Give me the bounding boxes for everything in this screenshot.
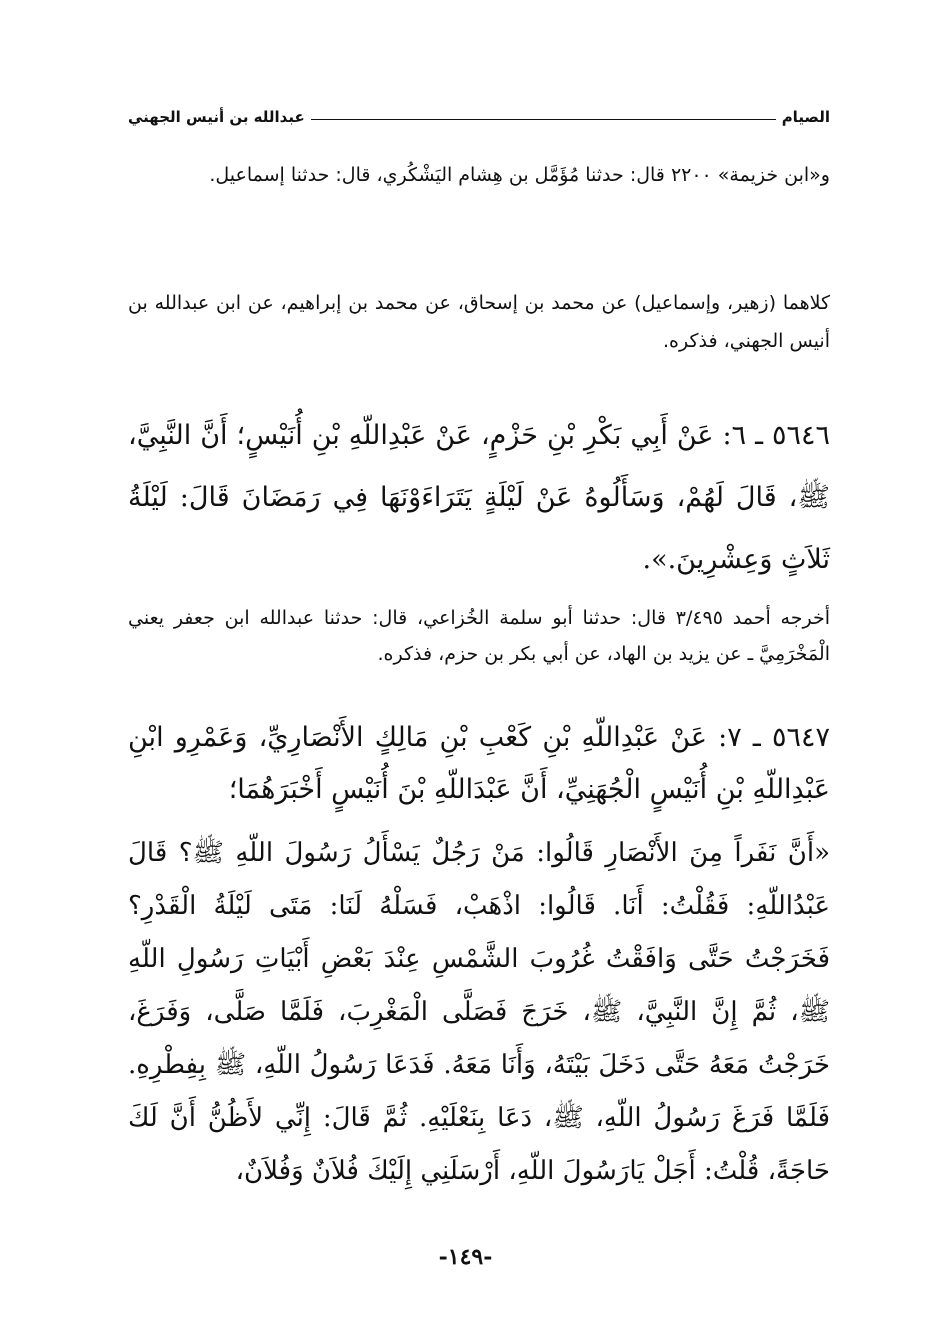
header-rule: [311, 119, 776, 120]
header-chapter-title: الصيام: [781, 108, 830, 126]
paragraph-ibn-khuzaymah: و«ابن خزيمة» ٢٢٠٠ قال: حدثنا مُؤَمَّل بن هِشام اليَشْكُري، قال: حدثنا إسماعيل.: [209, 164, 830, 186]
hadith-5647-isnad: ٥٦٤٧ ـ ٧: عَنْ عَبْدِاللّهِ بْنِ كَعْبِ بْنِ مَالِكٍ الأَنْصَارِيِّ، وَعَمْرِو ابْنِ عَبْدِاللّهِ بْنِ أُنَيْسٍ الْجُهَنِيِّ، أَنَّ عَبْدَاللّهِ بْنَ أُنَيْسٍ أَخْبَرَهُمَا؛: [128, 722, 831, 805]
hadith-5646: ٥٦٤٦ ـ ٦: عَنْ أَبِي بَكْرِ بْنِ حَزْمٍ، عَنْ عَبْدِاللّهِ بْنِ أُنَيْسٍ؛ أَنَّ النَّبِيَّ، ﷺ، قَالَ لَهُمْ، وَسَأَلُوهُ عَنْ لَيْلَةٍ يَتَرَاءَوْنَهَا فِي رَمَضَانَ قَالَ: لَيْلَةُ ثَلاَثٍ وَعِشْرِينَ.».: [128, 420, 830, 575]
page-number: -١٤٩-: [438, 1244, 493, 1270]
header-section-title: عبدالله بن أنيس الجهني: [128, 108, 305, 126]
hadith-5647-matn: «أَنَّ نَفَراً مِنَ الأَنْصَارِ قَالُوا: مَنْ رَجُلٌ يَسْأَلُ رَسُولَ اللّهِ ﷺ؟ قَالَ عَبْدُاللّهِ: فَقُلْتُ: أَنَا. قَالُوا: اذْهَبْ، فَسَلْهُ لَنَا: مَتَى لَيْلَةُ الْقَدْرِ؟ فَخَرَجْتُ حَتَّى وَافَقْتُ غُرُوبَ الشَّمْسِ عِنْدَ بَعْضِ أَبْيَاتِ رَسُولِ اللّهِ ﷺ، ثُمَّ إِنَّ النَّبِيَّ، ﷺ، خَرَجَ فَصَلَّى الْمَغْرِبَ، فَلَمَّا صَلَّى، وَفَرَغَ، خَرَجْتُ مَعَهُ حَتَّى دَخَلَ بَيْتَهُ، وَأَنَا مَعَهُ. فَدَعَا رَسُولُ اللّهِ، ﷺ بِفِطْرِهِ. فَلَمَّا فَرَغَ رَسُولُ اللّهِ، ﷺ، دَعَا بِنَعْلَيْهِ. ثُمَّ قَالَ: إِنِّي لأَظُنُّ أَنَّ لَكَ حَاجَةً، قُلْتُ: أَجَلْ يَارَسُولَ اللّهِ، أَرْسَلَنِي إِلَيْكَ فُلاَنٌ وَفُلاَنٌ،: [128, 838, 830, 1186]
running-header: [128, 98, 830, 126]
takhrij-5646: أخرجه أحمد ٣/٤٩٥ قال: حدثنا أبو سلمة الخُزاعي، قال: حدثنا عبدالله ابن جعفر يعني الْمَخْرَمِيَّ ـ عن يزيد بن الهاد، عن أبي بكر بن حزم، فذكره.: [128, 607, 830, 665]
paragraph-chain-summary: كلاهما (زهير، وإسماعيل) عن محمد بن إسحاق، عن محمد بن إبراهيم، عن ابن عبدالله بن أنيس الجهني، فذكره.: [128, 292, 830, 352]
